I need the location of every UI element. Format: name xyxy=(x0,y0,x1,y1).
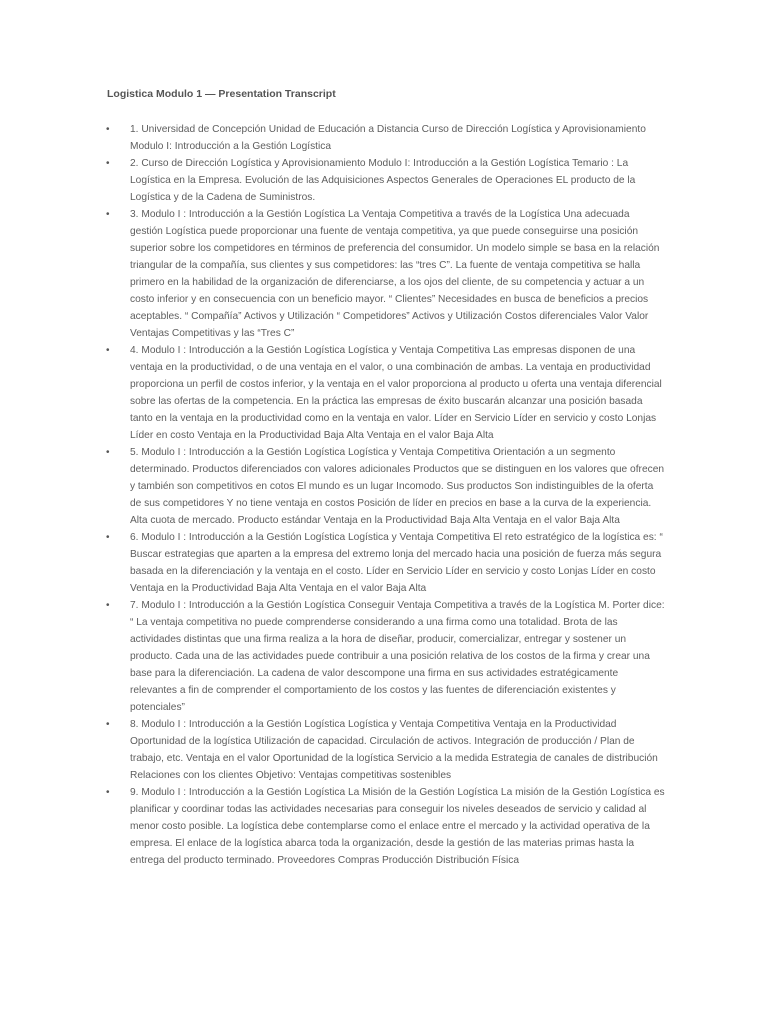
document-title: Logistica Modulo 1 — Presentation Transcript xyxy=(107,88,336,100)
slide-text: 5. Modulo I : Introducción a la Gestión Logística Logística y Ventaja Competitiva Orientación a un segmento determinado. Productos diferenciados con valores adicionales Productos que se distinguen en los valores que ofrecen y también son competitivos en cotos El mundo es un lugar Incomodo. Sus productos Son indistinguibles de la oferta de sus competidores Y no tiene ventaja en costos Posición de líder en precios en base a la curva de la experiencia. Alta cuota de mercado. Producto estándar Ventaja en la Productividad Baja Alta Ventaja en el valor Baja Alta xyxy=(130,447,665,526)
list-item xyxy=(106,529,665,597)
list-item xyxy=(106,444,665,529)
slide-text: 3. Modulo I : Introducción a la Gestión Logística La Ventaja Competitiva a través de la Logística Una adecuada gestión Logística puede proporcionar una fuente de ventaja competitiva, ya que puede conseguirse una posición superior sobre los competidores en términos de preferencia del consumidor. Un modelo simple se basa en la relación triangular de la compañía, sus clientes y sus competidores: las “tres C”. La fuente de ventaja competitiva se halla primero en la habilidad de la organización de diferenciarse, a los ojos del cliente, de su competencia y actuar a un costo inferior y en consecuencia con un beneficio mayor. “ Clientes” Necesidades en busca de beneficios a precios aceptables. “ Compañía” Activos y Utilización “ Competidores” Activos y Utilización Costos diferenciales Valor Valor Ventajas Competitivas y las “Tres C” xyxy=(130,209,660,339)
slide-transcript-list xyxy=(106,121,665,869)
slide-text: 7. Modulo I : Introducción a la Gestión Logística Conseguir Ventaja Competitiva a través de la Logística M. Porter dice: “ La ventaja competitiva no puede comprenderse considerando a una firma como una totalidad. Brota de las actividades distintas que una firma realiza a la hora de diseñar, producir, comercializar, entregar y sostener un producto. Cada una de las actividades puede contribuir a una posición relativa de los costos de la firma y crear una base para la diferenciación. La cadena de valor descompone una firma en sus actividades estratégicamente relevantes a fin de comprender el comportamiento de los costos y las fuentes de diferenciación existentes y potenciales” xyxy=(130,600,665,713)
list-item xyxy=(106,597,665,716)
bullet-icon: • xyxy=(106,787,110,798)
bullet-icon: • xyxy=(106,447,110,458)
bullet-icon: • xyxy=(106,345,110,356)
slide-text: 4. Modulo I : Introducción a la Gestión Logística Logística y Ventaja Competitiva Las empresas disponen de una ventaja en la productividad, o de una ventaja en el valor, o una combinación de ambas. La ventaja en productividad proporciona un perfil de costos inferior, y la ventaja en el valor proporciona al producto u oferta una ventaja diferencial sobre las ofertas de la competencia. En la práctica las empresas de éxito buscarán alcanzar una posición basada tanto en la ventaja en la productividad como en la ventaja en valor. Líder en Servicio Líder en servicio y costo Lonjas Líder en costo Ventaja en la Productividad Baja Alta Ventaja en el valor Baja Alta xyxy=(130,345,662,441)
list-item xyxy=(106,206,665,342)
bullet-icon: • xyxy=(106,600,110,611)
bullet-icon: • xyxy=(106,158,110,169)
list-item xyxy=(106,716,665,784)
list-item xyxy=(106,342,665,444)
list-item xyxy=(106,121,665,155)
list-item xyxy=(106,784,665,869)
slide-text: 9. Modulo I : Introducción a la Gestión Logística La Misión de la Gestión Logística La misión de la Gestión Logística es planificar y coordinar todas las actividades necesarias para conseguir los niveles deseados de servicio y calidad al menor costo posible. La logística debe contemplarse como el enlace entre el mercado y la actividad operativa de la empresa. El enlace de la logística abarca toda la organización, desde la gestión de las materias primas hasta la entrega del producto terminado. Proveedores Compras Producción Distribución Física xyxy=(130,787,665,866)
bullet-icon: • xyxy=(106,532,110,543)
bullet-icon: • xyxy=(106,719,110,730)
slide-text: 2. Curso de Dirección Logística y Aprovisionamiento Modulo I: Introducción a la Gestión Logística Temario : La Logística en la Empresa. Evolución de las Adquisiciones Aspectos Generales de Operaciones EL producto de la Logística y de la Cadena de Suministros. xyxy=(130,158,636,203)
list-item xyxy=(106,155,665,206)
slide-text: 8. Modulo I : Introducción a la Gestión Logística Logística y Ventaja Competitiva Ventaja en la Productividad Oportunidad de la logística Utilización de capacidad. Circulación de activos. Integración de producción / Plan de trabajo, etc. Ventaja en el valor Oportunidad de la logística Servicio a la medida Estrategia de canales de distribución Relaciones con los clientes Objetivo: Ventajas competitivas sostenibles xyxy=(130,719,658,781)
bullet-icon: • xyxy=(106,124,110,135)
slide-text: 6. Modulo I : Introducción a la Gestión Logística Logística y Ventaja Competitiva El reto estratégico de la logística es: “ Buscar estrategias que aparten a la empresa del extremo lonja del mercado hacia una posición de fuerza más segura basada en la diferenciación y la ventaja en el costo. Líder en Servicio Líder en servicio y costo Lonjas Líder en costo Ventaja en la Productividad Baja Alta Ventaja en el valor Baja Alta xyxy=(130,532,663,594)
slide-text: 1. Universidad de Concepción Unidad de Educación a Distancia Curso de Dirección Logística y Aprovisionamiento Modulo I: Introducción a la Gestión Logística xyxy=(130,124,646,152)
bullet-icon: • xyxy=(106,209,110,220)
